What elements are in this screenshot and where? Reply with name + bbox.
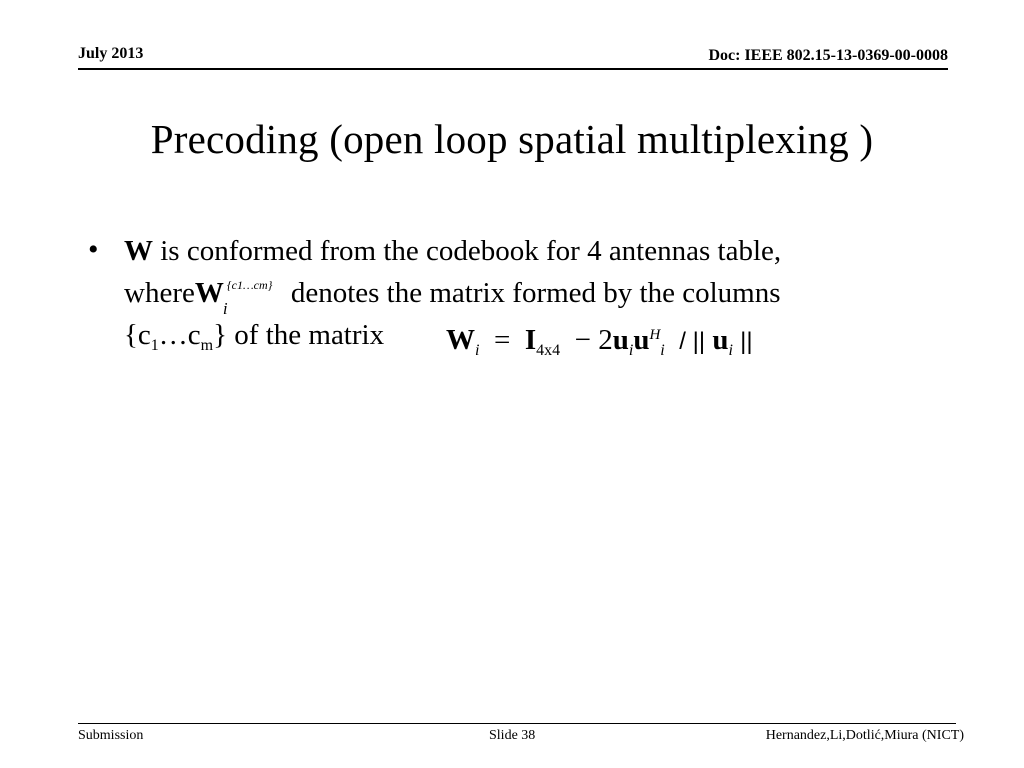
- formula-identity-sub: 4x4: [536, 342, 561, 359]
- formula-uh: u: [633, 324, 650, 356]
- formula-minus-two: − 2: [574, 324, 613, 356]
- w-symbol-superscript: {c1…cm}: [226, 278, 273, 292]
- footer-authors: Hernandez,Li,Dotlić,Miura (NICT): [765, 728, 964, 743]
- bullet-line-3: [124, 314, 924, 359]
- footer-submission: Submission: [78, 728, 144, 743]
- precoding-formula: [446, 314, 753, 372]
- w-symbol-subscript: i: [222, 299, 228, 318]
- formula-equals: =: [493, 324, 511, 356]
- formula-slash-norm: / ||: [679, 328, 706, 355]
- formula-uh-sub: i: [660, 342, 665, 359]
- matrix-w-bold: W: [124, 235, 153, 267]
- w-symbol-base: W: [194, 277, 224, 309]
- w-columns-symbol: [194, 272, 291, 318]
- bullet-body: [124, 230, 924, 359]
- slide-title: Precoding (open loop spatial multiplexing ): [150, 116, 874, 162]
- formula-u-norm: u: [712, 324, 729, 356]
- footer-divider: [78, 723, 956, 724]
- bullet-marker: •: [88, 233, 99, 266]
- formula-u-norm-sub: i: [728, 342, 733, 359]
- bullet-line-2-text: denotes the matrix formed by the columns: [290, 277, 781, 309]
- formula-w: W: [446, 324, 475, 356]
- cm-subscript: m: [200, 337, 214, 354]
- header-divider: [78, 68, 948, 70]
- bullet-line-3-text: $\{c_1\dots c_m\}$ of the matrix: [124, 319, 385, 354]
- formula-uh-sup: H: [649, 327, 661, 343]
- c1-subscript: 1: [150, 337, 159, 354]
- bullet-line-1-text: is conformed from the codebook for 4 antennas table,: [153, 235, 782, 267]
- formula-norm-close: ||: [740, 328, 753, 355]
- header-date: July 2013: [78, 45, 144, 62]
- formula-u: u: [612, 324, 629, 356]
- formula-u-sub: i: [628, 342, 634, 359]
- formula-identity: I: [524, 324, 537, 356]
- where-word: where: [124, 277, 195, 309]
- footer-slide-number: Slide 38: [489, 728, 536, 743]
- bullet-line-2: [124, 272, 924, 318]
- formula-w-sub: i: [475, 342, 480, 359]
- header-doc-id: Doc: IEEE 802.15-13-0369-00-0008: [708, 47, 948, 64]
